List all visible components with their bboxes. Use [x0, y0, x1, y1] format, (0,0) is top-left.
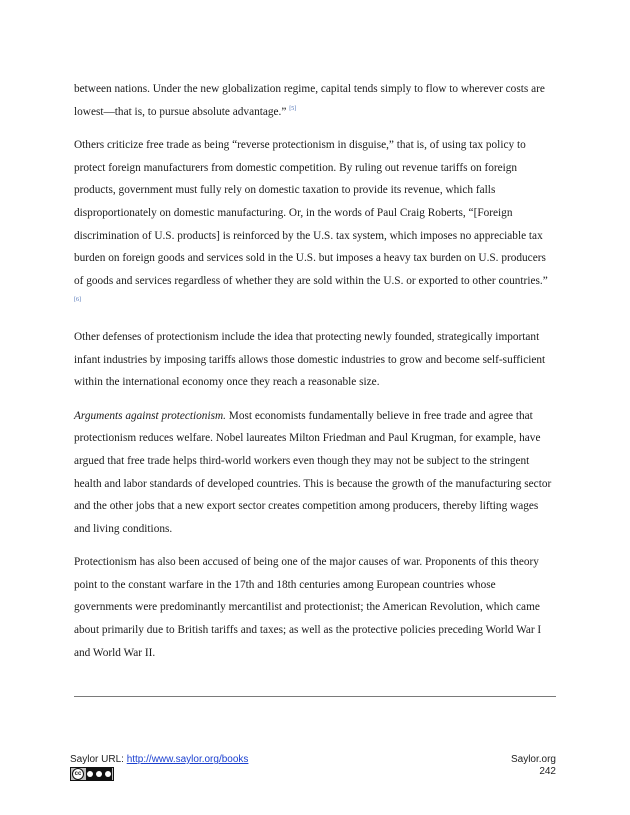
- footer-site: Saylor.org: [510, 754, 556, 765]
- cc-by-nc-sa-icon: cc: [70, 767, 114, 781]
- footer-source: [70, 754, 248, 765]
- footnote-ref-5[interactable]: [5]: [289, 105, 297, 112]
- footer-url-link[interactable]: http://www.saylor.org/books: [126, 754, 249, 765]
- footer-page-info: [511, 754, 556, 778]
- document-body: [74, 78, 556, 675]
- page-number: 242: [539, 766, 556, 777]
- paragraph-4: [74, 405, 556, 541]
- paragraph-text: Most economists fundamentally believe in free trade and agree that protectionism reduces welfare. Nobel laureates Milton Friedman and Paul Krugman, for example, have argued that free trade helps third-world workers even though they may not be subject to the stringent health and labor standards of developed countries. This is because the growth of the manufacturing sector and the other jobs that a new export sector creates competition among producers, thereby lifting wages and living conditions.: [74, 409, 552, 535]
- paragraph-2: [74, 134, 556, 315]
- footer-divider: [74, 696, 556, 697]
- footer-url-label: Saylor URL:: [70, 754, 127, 765]
- section-lead-in: Arguments against protectionism.: [74, 409, 226, 422]
- paragraph-1: [74, 78, 556, 123]
- paragraph-3: Other defenses of protectionism include the idea that protecting newly founded, strategically important infant industries by imposing tariffs allows those domestic industries to grow and become self-sufficient within the international economy once they reach a reasonable size.: [74, 330, 546, 389]
- paragraph-5: Protectionism has also been accused of being one of the major causes of war. Proponents of this theory point to the constant warfare in the 17th and 18th centuries among European countries whose governments were predominantly mercantilist and protectionist; the American Revolution, which came about primarily due to British tariffs and taxes; as well as the protective policies preceding World War I and World War II.: [74, 556, 542, 659]
- footnote-ref-6[interactable]: [6]: [74, 297, 81, 304]
- paragraph-text: Others criticize free trade as being “reverse protectionism in disguise,” that is, of using tax policy to protect foreign manufacturers from domestic competition. By ruling out revenue tariffs on foreign products, government must fully rely on domestic taxation to provide its revenue, which falls disproportionately on domestic manufacturing. Or, in the words of Paul Craig Roberts, “[Foreign discrimination of U.S. products] is reinforced by the U.S. tax system, which imposes no appreciable tax burden on foreign goods and services sold in the U.S. but imposes a heavy tax burden on U.S. producers of goods and services regardless of whether they are sold within the U.S. or exported to other countries.”: [74, 139, 548, 287]
- paragraph-text: between nations. Under the new globalization regime, capital tends simply to flow to wherever costs are lowest—that is, to pursue absolute advantage.”: [74, 83, 545, 118]
